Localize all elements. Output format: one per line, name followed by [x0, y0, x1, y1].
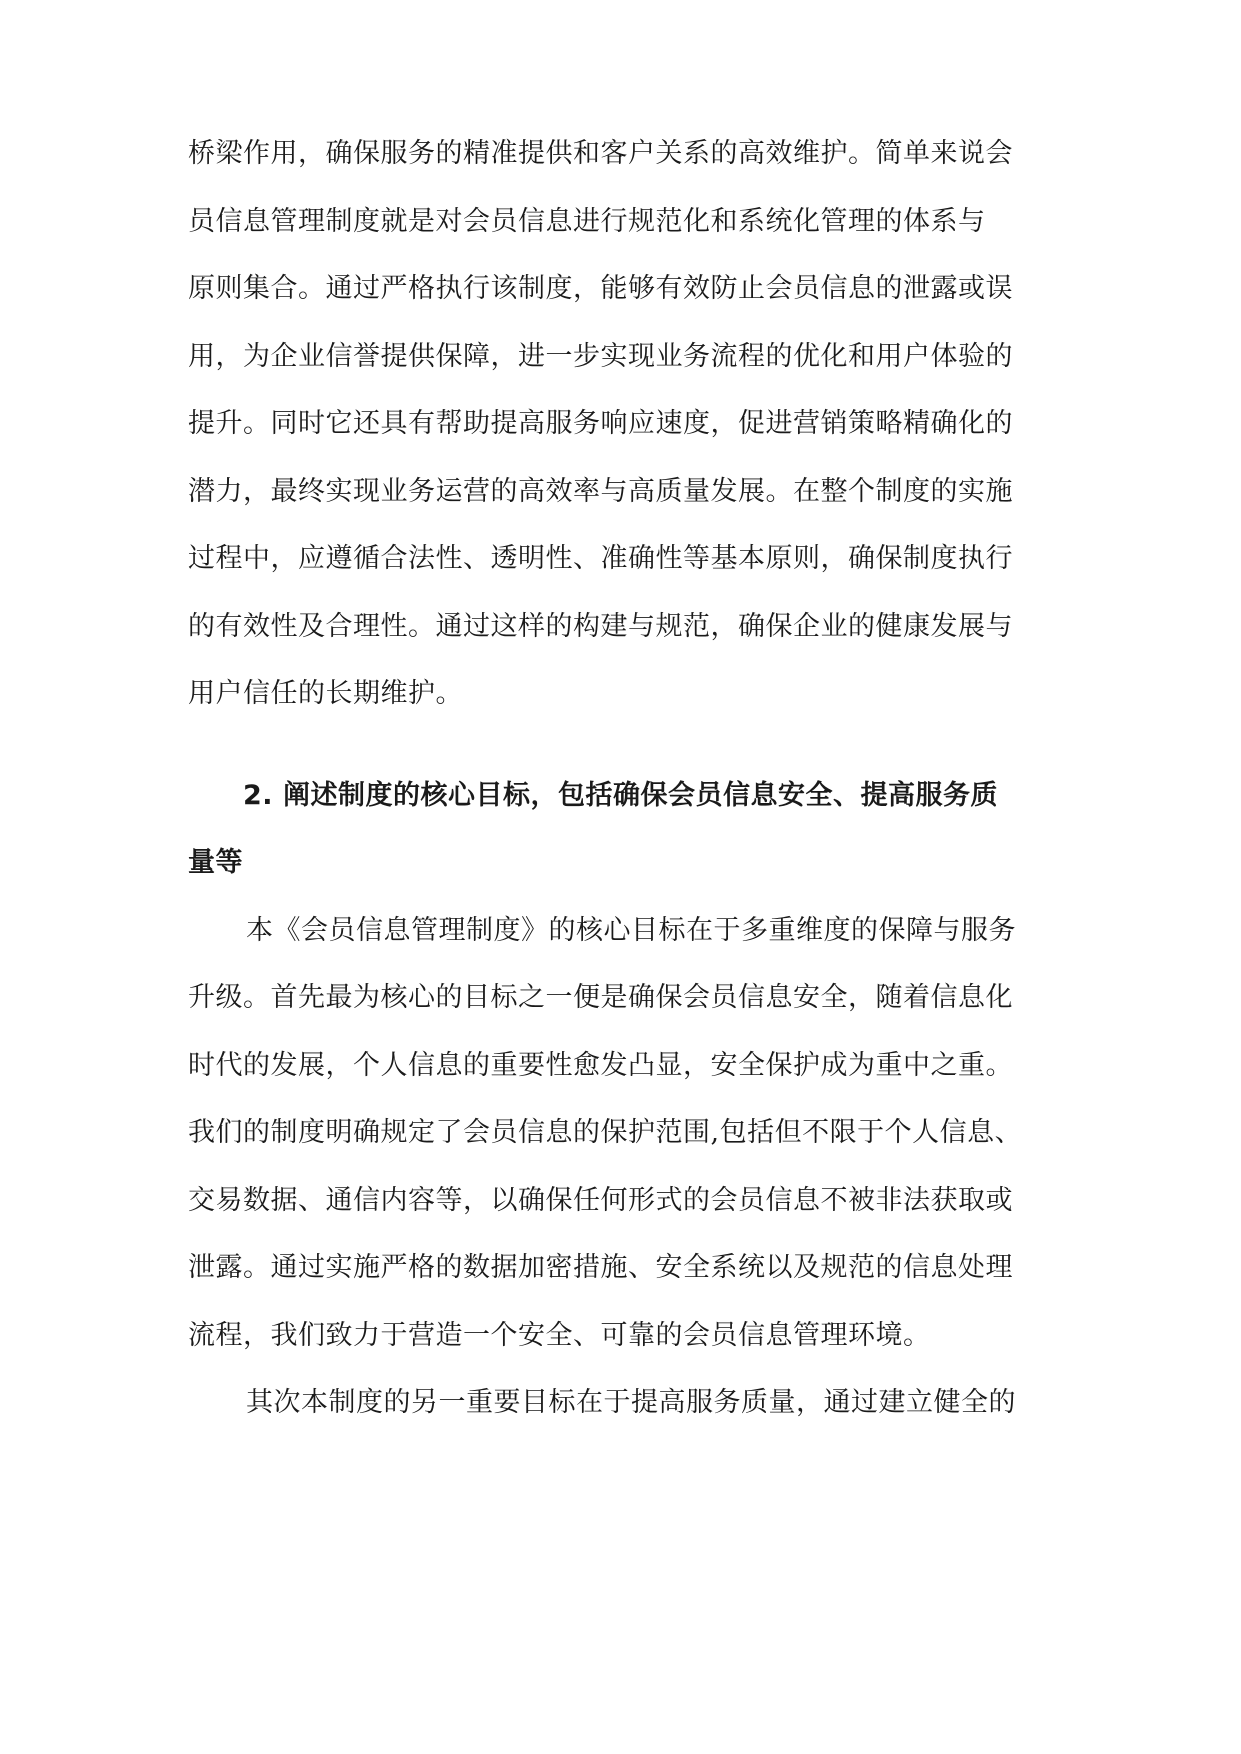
paragraph2-line-7: 流程，我们致力于营造一个安全、可靠的会员信息管理环境。	[188, 1320, 931, 1351]
paragraph3-line-1: 其次本制度的另一重要目标在于提高服务质量，通过建立健全的	[246, 1387, 1016, 1418]
paragraph2-line-3: 时代的发展，个人信息的重要性愈发凸显，安全保护成为重中之重。	[188, 1050, 1013, 1081]
paragraph1-line-9: 用户信任的长期维护。	[188, 678, 463, 709]
section-heading-line-1: 2. 阐述制度的核心目标，包括确保会员信息安全、提高服务质	[243, 780, 998, 811]
paragraph2-line-1: 本《会员信息管理制度》的核心目标在于多重维度的保障与服务	[246, 915, 1016, 946]
paragraph2-line-5: 交易数据、通信内容等，以确保任何形式的会员信息不被非法获取或	[188, 1185, 1013, 1216]
paragraph2-line-6: 泄露。通过实施严格的数据加密措施、安全系统以及规范的信息处理	[188, 1252, 1013, 1283]
paragraph1-line-3: 原则集合。通过严格执行该制度，能够有效防止会员信息的泄露或误	[188, 273, 1013, 304]
paragraph1-line-2: 员信息管理制度就是对会员信息进行规范化和系统化管理的体系与	[188, 206, 986, 237]
paragraph1-line-1: 桥梁作用，确保服务的精准提供和客户关系的高效维护。简单来说会	[188, 138, 1013, 169]
paragraph1-line-6: 潜力，最终实现业务运营的高效率与高质量发展。在整个制度的实施	[188, 476, 1013, 507]
paragraph1-line-4: 用，为企业信誉提供保障，进一步实现业务流程的优化和用户体验的	[188, 341, 1013, 372]
section-heading-line-2: 量等	[188, 847, 243, 878]
paragraph2-line-2: 升级。首先最为核心的目标之一便是确保会员信息安全，随着信息化	[188, 982, 1013, 1013]
paragraph1-line-7: 过程中，应遵循合法性、透明性、准确性等基本原则，确保制度执行	[188, 543, 1013, 574]
paragraph1-line-8: 的有效性及合理性。通过这样的构建与规范，确保企业的健康发展与	[188, 611, 1013, 642]
paragraph2-line-4: 我们的制度明确规定了会员信息的保护范围,包括但不限于个人信息、	[188, 1117, 1023, 1148]
paragraph1-line-5: 提升。同时它还具有帮助提高服务响应速度，促进营销策略精确化的	[188, 408, 1013, 439]
